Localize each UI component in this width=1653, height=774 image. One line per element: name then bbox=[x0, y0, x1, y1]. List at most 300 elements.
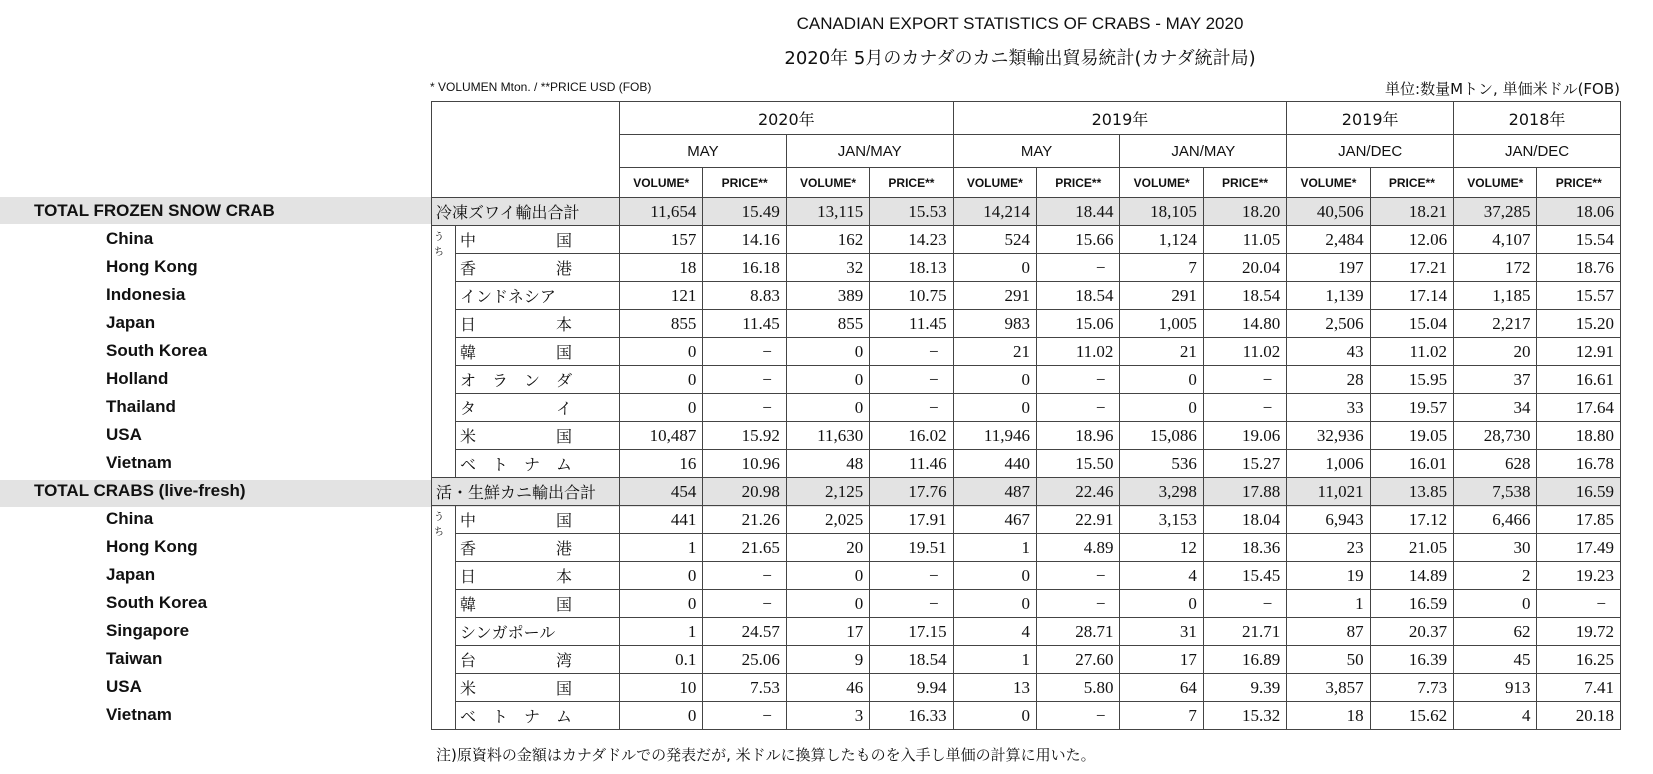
table-cell: 0 bbox=[1120, 394, 1203, 422]
table-row bbox=[432, 282, 1621, 310]
table-cell: 32 bbox=[786, 254, 869, 282]
table-cell: 15.57 bbox=[1537, 282, 1621, 310]
table-cell: 17.12 bbox=[1370, 506, 1453, 534]
table-cell: 7.73 bbox=[1370, 674, 1453, 702]
row-label-en: Taiwan bbox=[106, 649, 163, 668]
table-cell: 11.05 bbox=[1203, 226, 1286, 254]
table-cell: 5.80 bbox=[1037, 674, 1120, 702]
table-cell: 0 bbox=[620, 562, 703, 590]
row-label-jp: 台 湾 bbox=[456, 646, 620, 674]
row-label-en: South Korea bbox=[106, 341, 208, 360]
table-cell: 15,086 bbox=[1120, 422, 1203, 450]
table-cell: 40,506 bbox=[1287, 198, 1370, 226]
english-row-labels bbox=[0, 197, 430, 729]
table-cell: 0 bbox=[786, 562, 869, 590]
table-cell: 197 bbox=[1287, 254, 1370, 282]
uchi-marker: うち bbox=[432, 226, 456, 478]
table-cell: 3 bbox=[786, 702, 869, 730]
row-label-en: Vietnam bbox=[106, 453, 172, 472]
table-cell: 19.06 bbox=[1203, 422, 1286, 450]
table-cell: 15.54 bbox=[1537, 226, 1621, 254]
table-cell: 45 bbox=[1454, 646, 1537, 674]
table-cell: − bbox=[703, 702, 786, 730]
header-year-2019: 2019年 bbox=[953, 102, 1287, 135]
table-cell: 162 bbox=[786, 226, 869, 254]
table-cell: − bbox=[1037, 366, 1120, 394]
table-cell: 17.21 bbox=[1370, 254, 1453, 282]
title-japanese: 2020年 5月のカナダのカニ類輸出貿易統計(カナダ統計局) bbox=[784, 48, 1256, 69]
table-cell: 7 bbox=[1120, 254, 1203, 282]
table-cell: 18.96 bbox=[1037, 422, 1120, 450]
header-period: JAN/DEC bbox=[1287, 135, 1454, 168]
footnote: 注)原資料の金額はカナダドルでの発表だが, 米ドルに換算したものを入手し単価の計算に用いた。 bbox=[436, 746, 1096, 764]
table-cell: 4,107 bbox=[1454, 226, 1537, 254]
table-cell: 6,466 bbox=[1454, 506, 1537, 534]
table-cell: 14.89 bbox=[1370, 562, 1453, 590]
table-cell: 16.61 bbox=[1537, 366, 1621, 394]
table-cell: 9 bbox=[786, 646, 869, 674]
row-label-en: Japan bbox=[106, 565, 156, 584]
table-cell: 87 bbox=[1287, 618, 1370, 646]
table-cell: 12 bbox=[1120, 534, 1203, 562]
table-cell: 28 bbox=[1287, 366, 1370, 394]
table-cell: 16.33 bbox=[870, 702, 953, 730]
header-volume: VOLUME* bbox=[953, 168, 1036, 198]
table-row bbox=[432, 366, 1621, 394]
table-cell: 8.83 bbox=[703, 282, 786, 310]
table-cell: 19.05 bbox=[1370, 422, 1453, 450]
table-cell: 18.21 bbox=[1370, 198, 1453, 226]
table-cell: 172 bbox=[1454, 254, 1537, 282]
table-cell: 15.32 bbox=[1203, 702, 1286, 730]
table-cell: − bbox=[703, 394, 786, 422]
table-cell: 17 bbox=[1120, 646, 1203, 674]
row-label-en: China bbox=[106, 229, 154, 248]
table-row bbox=[432, 646, 1621, 674]
table-cell: 21.65 bbox=[703, 534, 786, 562]
table-cell: 28,730 bbox=[1454, 422, 1537, 450]
table-cell: 855 bbox=[620, 310, 703, 338]
table-row-total bbox=[432, 478, 1621, 506]
table-cell: 16.59 bbox=[1370, 590, 1453, 618]
table-cell: 62 bbox=[1454, 618, 1537, 646]
table-cell: 0 bbox=[953, 394, 1036, 422]
table-cell: 0 bbox=[1120, 366, 1203, 394]
table-cell: 3,857 bbox=[1287, 674, 1370, 702]
table-cell: 11,654 bbox=[620, 198, 703, 226]
table-row bbox=[432, 562, 1621, 590]
table-cell: 1 bbox=[620, 618, 703, 646]
table-cell: 19.51 bbox=[870, 534, 953, 562]
row-label-jp: インドネシア bbox=[456, 282, 620, 310]
table-row bbox=[432, 506, 1621, 534]
table-cell: 19.57 bbox=[1370, 394, 1453, 422]
row-label-en: Holland bbox=[106, 369, 169, 388]
table-cell: 2 bbox=[1454, 562, 1537, 590]
table-cell: 19 bbox=[1287, 562, 1370, 590]
row-label-en: Thailand bbox=[106, 397, 176, 416]
table-row bbox=[432, 702, 1621, 730]
table-cell: 7.41 bbox=[1537, 674, 1621, 702]
table-cell: 17.91 bbox=[870, 506, 953, 534]
table-cell: 15.27 bbox=[1203, 450, 1286, 478]
table-cell: 467 bbox=[953, 506, 1036, 534]
row-label-en: Singapore bbox=[106, 621, 190, 640]
header-price: PRICE** bbox=[870, 168, 953, 198]
header-year-2018-full: 2018年 bbox=[1454, 102, 1621, 135]
header-volume: VOLUME* bbox=[786, 168, 869, 198]
table-cell: 2,025 bbox=[786, 506, 869, 534]
header-price: PRICE** bbox=[703, 168, 786, 198]
row-label-jp: ベ ト ナ ム bbox=[456, 450, 620, 478]
table-cell: 21.71 bbox=[1203, 618, 1286, 646]
table-cell: 454 bbox=[620, 478, 703, 506]
header-period: JAN/MAY bbox=[786, 135, 953, 168]
header-price: PRICE** bbox=[1203, 168, 1286, 198]
table-cell: 20.37 bbox=[1370, 618, 1453, 646]
table-cell: 3,153 bbox=[1120, 506, 1203, 534]
table-cell: 18.54 bbox=[1203, 282, 1286, 310]
table-cell: 2,125 bbox=[786, 478, 869, 506]
row-label-en: Indonesia bbox=[106, 285, 186, 304]
table-cell: 0 bbox=[786, 338, 869, 366]
row-label-jp: 韓 国 bbox=[456, 338, 620, 366]
table-cell: − bbox=[1037, 254, 1120, 282]
table-cell: 20.18 bbox=[1537, 702, 1621, 730]
header-volume: VOLUME* bbox=[1454, 168, 1537, 198]
units-note-english: * VOLUMEN Mton. / **PRICE USD (FOB) bbox=[430, 80, 652, 94]
table-cell: 15.06 bbox=[1037, 310, 1120, 338]
table-cell: 16 bbox=[620, 450, 703, 478]
row-label-jp: シンガポール bbox=[456, 618, 620, 646]
row-label-en: USA bbox=[106, 425, 142, 444]
table-cell: 7.53 bbox=[703, 674, 786, 702]
table-cell: 18.54 bbox=[870, 646, 953, 674]
export-statistics-table bbox=[431, 101, 1621, 730]
table-cell: − bbox=[870, 562, 953, 590]
table-cell: 291 bbox=[1120, 282, 1203, 310]
table-cell: 18.44 bbox=[1037, 198, 1120, 226]
table-row bbox=[432, 590, 1621, 618]
table-cell: 1 bbox=[1287, 590, 1370, 618]
table-cell: 13 bbox=[953, 674, 1036, 702]
table-cell: 15.92 bbox=[703, 422, 786, 450]
table-row bbox=[432, 422, 1621, 450]
table-cell: 15.04 bbox=[1370, 310, 1453, 338]
table-cell: 18.80 bbox=[1537, 422, 1621, 450]
table-cell: 291 bbox=[953, 282, 1036, 310]
table-cell: 18.20 bbox=[1203, 198, 1286, 226]
table-cell: 0.1 bbox=[620, 646, 703, 674]
table-cell: 12.06 bbox=[1370, 226, 1453, 254]
table-cell: 4 bbox=[953, 618, 1036, 646]
table-cell: 1,006 bbox=[1287, 450, 1370, 478]
table-cell: 16.02 bbox=[870, 422, 953, 450]
table-cell: 0 bbox=[620, 366, 703, 394]
table-cell: 11.02 bbox=[1037, 338, 1120, 366]
table-cell: 37,285 bbox=[1454, 198, 1537, 226]
table-row bbox=[432, 674, 1621, 702]
table-cell: 0 bbox=[620, 702, 703, 730]
table-cell: 31 bbox=[1120, 618, 1203, 646]
table-cell: 18.36 bbox=[1203, 534, 1286, 562]
table-cell: 33 bbox=[1287, 394, 1370, 422]
table-cell: 18.04 bbox=[1203, 506, 1286, 534]
table-cell: 19.72 bbox=[1537, 618, 1621, 646]
row-label-jp: 冷凍ズワイ輸出合計 bbox=[432, 198, 620, 226]
table-cell: 16.25 bbox=[1537, 646, 1621, 674]
row-label-jp: 日 本 bbox=[456, 310, 620, 338]
table-row-total bbox=[432, 198, 1621, 226]
table-cell: 0 bbox=[1120, 590, 1203, 618]
table-cell: 536 bbox=[1120, 450, 1203, 478]
table-cell: 28.71 bbox=[1037, 618, 1120, 646]
table-cell: 855 bbox=[786, 310, 869, 338]
table-cell: 1 bbox=[953, 646, 1036, 674]
table-cell: 1,124 bbox=[1120, 226, 1203, 254]
table-cell: 16.39 bbox=[1370, 646, 1453, 674]
row-label-en-total: TOTAL CRABS (live-fresh) bbox=[34, 481, 246, 500]
table-cell: 17.85 bbox=[1537, 506, 1621, 534]
table-cell: 0 bbox=[620, 590, 703, 618]
table-cell: − bbox=[703, 590, 786, 618]
row-label-jp: 中 国 bbox=[456, 226, 620, 254]
table-cell: 7,538 bbox=[1454, 478, 1537, 506]
table-cell: 43 bbox=[1287, 338, 1370, 366]
table-cell: 983 bbox=[953, 310, 1036, 338]
uchi-marker: うち bbox=[432, 506, 456, 730]
table-cell: 4 bbox=[1120, 562, 1203, 590]
table-cell: 14,214 bbox=[953, 198, 1036, 226]
table-cell: 15.45 bbox=[1203, 562, 1286, 590]
header-price: PRICE** bbox=[1537, 168, 1621, 198]
table-cell: 0 bbox=[620, 338, 703, 366]
table-cell: 157 bbox=[620, 226, 703, 254]
table-cell: 12.91 bbox=[1537, 338, 1621, 366]
table-cell: 24.57 bbox=[703, 618, 786, 646]
table-cell: 11.02 bbox=[1370, 338, 1453, 366]
table-cell: 20.04 bbox=[1203, 254, 1286, 282]
row-label-jp: タ イ bbox=[456, 394, 620, 422]
table-cell: 15.20 bbox=[1537, 310, 1621, 338]
row-label-en: China bbox=[106, 509, 154, 528]
table-cell: 487 bbox=[953, 478, 1036, 506]
table-cell: 11.46 bbox=[870, 450, 953, 478]
table-cell: 7 bbox=[1120, 702, 1203, 730]
table-cell: 21 bbox=[1120, 338, 1203, 366]
table-cell: 16.89 bbox=[1203, 646, 1286, 674]
table-cell: − bbox=[870, 394, 953, 422]
row-label-jp: 米 国 bbox=[456, 674, 620, 702]
table-cell: 6,943 bbox=[1287, 506, 1370, 534]
table-cell: 16.59 bbox=[1537, 478, 1621, 506]
table-row bbox=[432, 338, 1621, 366]
table-cell: 15.49 bbox=[703, 198, 786, 226]
table-cell: 15.62 bbox=[1370, 702, 1453, 730]
table-cell: 628 bbox=[1454, 450, 1537, 478]
table-cell: 0 bbox=[953, 702, 1036, 730]
table-cell: 22.91 bbox=[1037, 506, 1120, 534]
header-volume: VOLUME* bbox=[620, 168, 703, 198]
table-cell: 913 bbox=[1454, 674, 1537, 702]
table-cell: 37 bbox=[1454, 366, 1537, 394]
table-cell: 121 bbox=[620, 282, 703, 310]
units-note-japanese: 単位:数量Mトン, 単価米ドル(FOB) bbox=[1385, 80, 1620, 98]
table-cell: 16.78 bbox=[1537, 450, 1621, 478]
row-label-en: Japan bbox=[106, 313, 156, 332]
table-cell: 20.98 bbox=[703, 478, 786, 506]
header-period: JAN/DEC bbox=[1454, 135, 1621, 168]
table-cell: 17.49 bbox=[1537, 534, 1621, 562]
table-cell: 11,630 bbox=[786, 422, 869, 450]
table-cell: 17.88 bbox=[1203, 478, 1286, 506]
table-cell: 0 bbox=[620, 394, 703, 422]
table-cell: − bbox=[870, 338, 953, 366]
table-cell: 11,946 bbox=[953, 422, 1036, 450]
table-cell: 18.54 bbox=[1037, 282, 1120, 310]
table-cell: 17.76 bbox=[870, 478, 953, 506]
table-cell: 21 bbox=[953, 338, 1036, 366]
table-cell: 10.96 bbox=[703, 450, 786, 478]
header-volume: VOLUME* bbox=[1287, 168, 1370, 198]
table-cell: 2,217 bbox=[1454, 310, 1537, 338]
table-cell: − bbox=[870, 366, 953, 394]
table-cell: 17.14 bbox=[1370, 282, 1453, 310]
row-label-en: South Korea bbox=[106, 593, 208, 612]
table-cell: 0 bbox=[953, 562, 1036, 590]
row-label-en-total: TOTAL FROZEN SNOW CRAB bbox=[34, 201, 275, 220]
header-period: MAY bbox=[620, 135, 787, 168]
table-cell: − bbox=[1537, 590, 1621, 618]
table-cell: 15.50 bbox=[1037, 450, 1120, 478]
table-cell: 11.45 bbox=[870, 310, 953, 338]
header-period: MAY bbox=[953, 135, 1120, 168]
row-label-jp: ベ ト ナ ム bbox=[456, 702, 620, 730]
row-label-jp: 活・生鮮カニ輸出合計 bbox=[432, 478, 620, 506]
table-cell: 9.39 bbox=[1203, 674, 1286, 702]
table-cell: 27.60 bbox=[1037, 646, 1120, 674]
table-cell: 22.46 bbox=[1037, 478, 1120, 506]
table-cell: 23 bbox=[1287, 534, 1370, 562]
row-label-en: Hong Kong bbox=[106, 537, 198, 556]
table-cell: 21.05 bbox=[1370, 534, 1453, 562]
table-cell: 0 bbox=[786, 590, 869, 618]
table-cell: 25.06 bbox=[703, 646, 786, 674]
table-cell: 18.13 bbox=[870, 254, 953, 282]
table-cell: 34 bbox=[1454, 394, 1537, 422]
table-cell: − bbox=[703, 338, 786, 366]
table-cell: 13,115 bbox=[786, 198, 869, 226]
table-cell: 4 bbox=[1454, 702, 1537, 730]
table-cell: 389 bbox=[786, 282, 869, 310]
table-cell: 0 bbox=[953, 254, 1036, 282]
table-cell: − bbox=[703, 366, 786, 394]
row-label-en: USA bbox=[106, 677, 142, 696]
table-cell: 17 bbox=[786, 618, 869, 646]
table-cell: 21.26 bbox=[703, 506, 786, 534]
table-cell: 0 bbox=[953, 590, 1036, 618]
row-label-en: Vietnam bbox=[106, 705, 172, 724]
row-label-jp: 香 港 bbox=[456, 534, 620, 562]
table-cell: 1 bbox=[620, 534, 703, 562]
table-cell: 440 bbox=[953, 450, 1036, 478]
table-cell: 50 bbox=[1287, 646, 1370, 674]
table-cell: 10.75 bbox=[870, 282, 953, 310]
table-cell: 14.80 bbox=[1203, 310, 1286, 338]
row-label-jp: 米 国 bbox=[456, 422, 620, 450]
table-row bbox=[432, 618, 1621, 646]
table-cell: 0 bbox=[953, 366, 1036, 394]
table-cell: 32,936 bbox=[1287, 422, 1370, 450]
table-cell: 19.23 bbox=[1537, 562, 1621, 590]
title-english: CANADIAN EXPORT STATISTICS OF CRABS - MAY 2020 bbox=[796, 14, 1244, 33]
table-cell: 16.01 bbox=[1370, 450, 1453, 478]
table-cell: − bbox=[1203, 394, 1286, 422]
table-cell: 18.06 bbox=[1537, 198, 1621, 226]
table-cell: 48 bbox=[786, 450, 869, 478]
table-cell: 2,506 bbox=[1287, 310, 1370, 338]
header-volume: VOLUME* bbox=[1120, 168, 1203, 198]
row-label-en: Hong Kong bbox=[106, 257, 198, 276]
table-cell: 2,484 bbox=[1287, 226, 1370, 254]
table-cell: 17.64 bbox=[1537, 394, 1621, 422]
table-cell: 13.85 bbox=[1370, 478, 1453, 506]
table-cell: 4.89 bbox=[1037, 534, 1120, 562]
table-cell: 0 bbox=[786, 394, 869, 422]
table-cell: 15.66 bbox=[1037, 226, 1120, 254]
header-year-2020: 2020年 bbox=[620, 102, 954, 135]
table-row bbox=[432, 226, 1621, 254]
row-label-jp: 中 国 bbox=[456, 506, 620, 534]
table-cell: 524 bbox=[953, 226, 1036, 254]
table-cell: 18 bbox=[620, 254, 703, 282]
table-cell: 441 bbox=[620, 506, 703, 534]
table-cell: − bbox=[1037, 394, 1120, 422]
row-label-jp: 香 港 bbox=[456, 254, 620, 282]
table-cell: 1,139 bbox=[1287, 282, 1370, 310]
table-cell: − bbox=[703, 562, 786, 590]
table-cell: 46 bbox=[786, 674, 869, 702]
header-blank-cell bbox=[432, 102, 620, 198]
table-row bbox=[432, 310, 1621, 338]
table-cell: 10,487 bbox=[620, 422, 703, 450]
table-cell: 18.76 bbox=[1537, 254, 1621, 282]
table-cell: 0 bbox=[1454, 590, 1537, 618]
table-cell: 18 bbox=[1287, 702, 1370, 730]
table-cell: 15.95 bbox=[1370, 366, 1453, 394]
header-year-2019-full: 2019年 bbox=[1287, 102, 1454, 135]
table-cell: 14.23 bbox=[870, 226, 953, 254]
table-cell: 1,005 bbox=[1120, 310, 1203, 338]
table-cell: − bbox=[1037, 562, 1120, 590]
table-cell: 14.16 bbox=[703, 226, 786, 254]
table-cell: 64 bbox=[1120, 674, 1203, 702]
table-cell: 3,298 bbox=[1120, 478, 1203, 506]
table-cell: − bbox=[1203, 590, 1286, 618]
table-cell: 18,105 bbox=[1120, 198, 1203, 226]
table-cell: 1 bbox=[953, 534, 1036, 562]
header-price: PRICE** bbox=[1370, 168, 1453, 198]
row-label-jp: オ ラ ン ダ bbox=[456, 366, 620, 394]
table-row bbox=[432, 254, 1621, 282]
table-cell: − bbox=[1203, 366, 1286, 394]
table-cell: 20 bbox=[786, 534, 869, 562]
table-cell: 30 bbox=[1454, 534, 1537, 562]
table-cell: 20 bbox=[1454, 338, 1537, 366]
table-cell: 16.18 bbox=[703, 254, 786, 282]
table-row bbox=[432, 450, 1621, 478]
table-row bbox=[432, 394, 1621, 422]
